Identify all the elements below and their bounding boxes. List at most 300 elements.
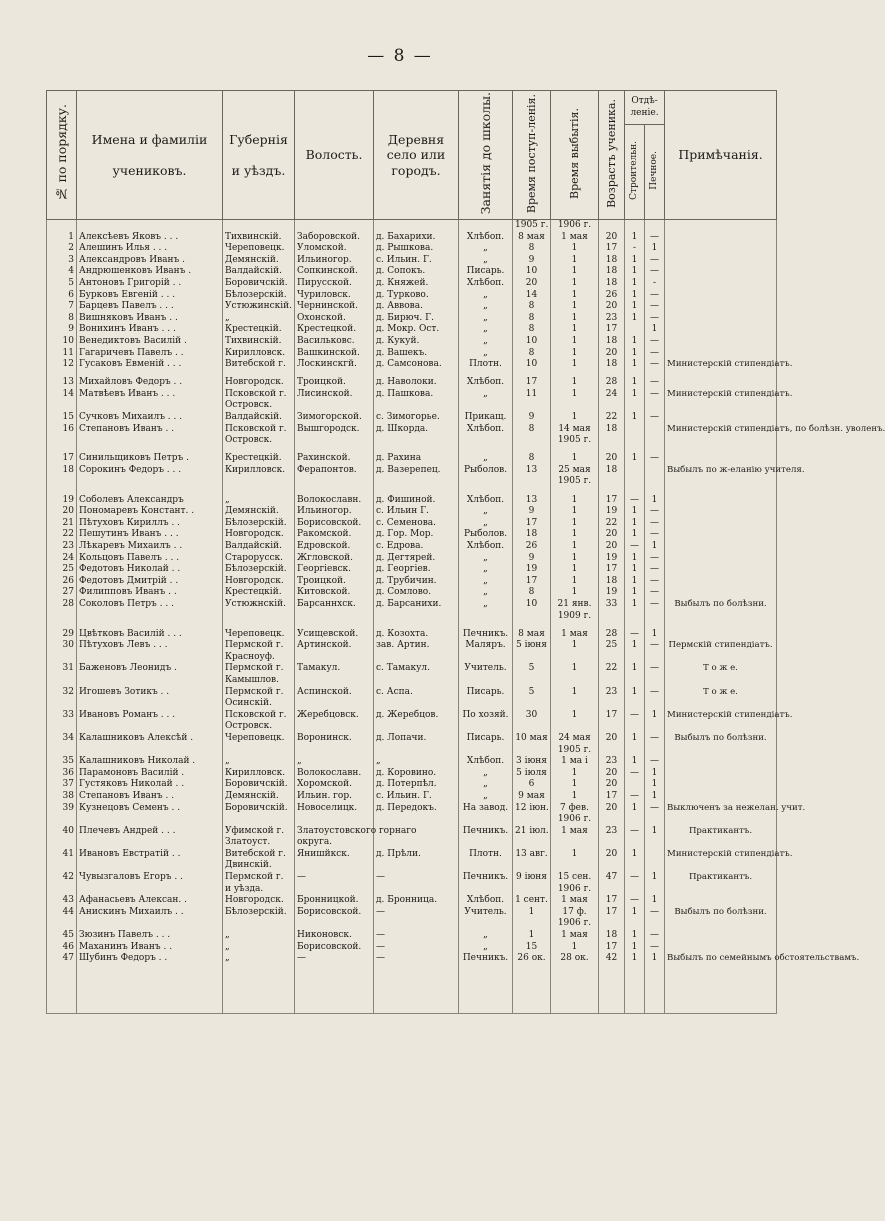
row-number-cell — [47, 675, 77, 687]
age-cell: 17 — [599, 324, 625, 336]
leave-date-cell: 1 мая — [551, 232, 599, 244]
entry-date-cell: 8 — [513, 243, 551, 255]
entry-date-cell: 8 — [513, 453, 551, 465]
leave-date-cell: 15 сен. — [551, 872, 599, 884]
student-name-cell — [77, 652, 223, 664]
gubernia-cell: Златоуст. — [223, 837, 295, 849]
leave-date-cell: 1 — [551, 336, 599, 348]
table-row — [47, 942, 777, 954]
village-cell — [374, 721, 459, 733]
table-row — [47, 611, 777, 623]
dept-stove-cell: — — [645, 313, 665, 325]
gubernia-cell: „ — [223, 495, 295, 507]
volost-cell — [295, 698, 374, 710]
volost-cell: „ — [295, 756, 374, 768]
gubernia-cell: Крестецкiй. — [223, 587, 295, 599]
age-cell: 18 — [599, 930, 625, 942]
dept-building-cell: 1 — [625, 389, 645, 401]
header-department: Отдѣ-ленiе. — [625, 91, 665, 125]
student-name-cell: Синильщиковъ Петръ . — [77, 453, 223, 465]
row-number-cell: 14 — [47, 389, 77, 401]
dept-stove-cell: 1 — [645, 768, 665, 780]
table-header — [47, 91, 777, 220]
gubernia-cell: Бѣлозерскiй. — [223, 907, 295, 919]
dept-stove-cell — [645, 814, 665, 826]
occupation-cell: „ — [459, 779, 513, 791]
dept-stove-cell: 1 — [645, 243, 665, 255]
note-cell — [665, 518, 777, 530]
table-row — [47, 733, 777, 745]
dept-stove-cell: — — [645, 942, 665, 954]
entry-date-cell: 8 — [513, 424, 551, 436]
leave-date-cell: 17 ф. — [551, 907, 599, 919]
dept-stove-cell: — — [645, 232, 665, 244]
student-name-cell — [77, 675, 223, 687]
leave-date-cell: 1905 г. — [551, 435, 599, 447]
occupation-cell — [459, 721, 513, 733]
dept-stove-cell: — — [645, 687, 665, 699]
row-number-cell — [47, 884, 77, 896]
volost-cell: Ферапонтов. — [295, 465, 374, 477]
gubernia-cell: Островск. — [223, 400, 295, 412]
gubernia-cell: Красноуф. — [223, 652, 295, 664]
dept-building-cell — [625, 814, 645, 826]
gubernia-cell — [223, 611, 295, 623]
occupation-cell — [459, 745, 513, 757]
occupation-cell: Печникъ. — [459, 629, 513, 641]
note-cell — [665, 412, 777, 424]
dept-building-cell — [625, 400, 645, 412]
table-row — [47, 435, 777, 447]
village-cell — [374, 611, 459, 623]
village-cell — [374, 698, 459, 710]
row-number-cell — [47, 860, 77, 872]
student-name-cell: Цвѣтковъ Василiй . . . — [77, 629, 223, 641]
village-cell: — — [374, 942, 459, 954]
student-name-cell: Антоновъ Григорiй . . — [77, 278, 223, 290]
student-name-cell: Ивановъ Евстратiй . . — [77, 849, 223, 861]
age-cell: 22 — [599, 412, 625, 424]
volost-cell: — — [295, 872, 374, 884]
dept-building-cell — [625, 721, 645, 733]
dept-stove-cell — [645, 721, 665, 733]
dept-building-cell — [625, 435, 645, 447]
row-number-cell: 18 — [47, 465, 77, 477]
note-cell: Выбылъ по болѣзни. — [665, 599, 777, 611]
village-cell: с. Едрова. — [374, 541, 459, 553]
leave-date-cell — [551, 837, 599, 849]
volost-cell: Лоскинскгй. — [295, 359, 374, 371]
note-cell — [665, 652, 777, 664]
gubernia-cell: Боровичскiй. — [223, 278, 295, 290]
volost-cell: Васильковс. — [295, 336, 374, 348]
volost-cell: Воронинск. — [295, 733, 374, 745]
volost-cell: Аспинской. — [295, 687, 374, 699]
age-cell: 17 — [599, 564, 625, 576]
entry-date-cell: 1 — [513, 907, 551, 919]
occupation-cell — [459, 400, 513, 412]
row-number-cell: 5 — [47, 278, 77, 290]
entry-date-cell: 10 — [513, 336, 551, 348]
dept-stove-cell: — — [645, 389, 665, 401]
dept-stove-cell: — — [645, 529, 665, 541]
age-cell: 17 — [599, 243, 625, 255]
gubernia-cell: Бѣлозерскiй. — [223, 518, 295, 530]
dept-stove-cell — [645, 465, 665, 477]
occupation-cell: Маляръ. — [459, 640, 513, 652]
gubernia-cell: Псковской г. — [223, 424, 295, 436]
entry-date-cell: 5 iюля — [513, 768, 551, 780]
dept-stove-cell: — — [645, 506, 665, 518]
table-row — [47, 826, 777, 838]
age-cell — [599, 721, 625, 733]
gubernia-cell — [223, 918, 295, 930]
dept-stove-cell: 1 — [645, 895, 665, 907]
student-name-cell: Парамоновъ Василiй . — [77, 768, 223, 780]
entry-date-cell: 19 — [513, 564, 551, 576]
occupation-cell: Писарь. — [459, 733, 513, 745]
dept-stove-cell: — — [645, 290, 665, 302]
student-name-cell — [77, 884, 223, 896]
age-cell: 17 — [599, 907, 625, 919]
dept-stove-cell — [645, 745, 665, 757]
village-cell: д. Потерпѣл. — [374, 779, 459, 791]
table-row — [47, 313, 777, 325]
dept-stove-cell: — — [645, 587, 665, 599]
table-row — [47, 518, 777, 530]
occupation-cell: „ — [459, 313, 513, 325]
dept-building-cell: 1 — [625, 359, 645, 371]
table-row — [47, 710, 777, 722]
note-cell — [665, 768, 777, 780]
student-name-cell: Сучковъ Михаилъ . . . — [77, 412, 223, 424]
dept-building-cell: 1 — [625, 313, 645, 325]
dept-building-cell — [625, 698, 645, 710]
dept-building-cell: 1 — [625, 336, 645, 348]
occupation-cell: „ — [459, 290, 513, 302]
table-row — [47, 495, 777, 507]
dept-building-cell: 1 — [625, 377, 645, 389]
volost-cell: Китовской. — [295, 587, 374, 599]
header-dept-stove: Печное. — [645, 125, 665, 220]
note-cell: Министерскiй стипендiатъ. — [665, 710, 777, 722]
entry-date-cell: 13 — [513, 465, 551, 477]
occupation-cell: „ — [459, 930, 513, 942]
student-name-cell: Гусаковъ Евменiй . . . — [77, 359, 223, 371]
row-number-cell: 41 — [47, 849, 77, 861]
row-number-cell: 40 — [47, 826, 77, 838]
row-number-cell: 43 — [47, 895, 77, 907]
row-number-cell: 31 — [47, 663, 77, 675]
note-cell — [665, 495, 777, 507]
table-row — [47, 918, 777, 930]
volost-cell: Новоселицк. — [295, 803, 374, 815]
dept-building-cell: 1 — [625, 907, 645, 919]
age-cell: 23 — [599, 756, 625, 768]
entry-date-cell: 17 — [513, 518, 551, 530]
village-cell — [374, 400, 459, 412]
table-row — [47, 872, 777, 884]
row-number-cell — [47, 837, 77, 849]
dept-building-cell: 1 — [625, 687, 645, 699]
note-cell: Выбылъ по болѣзни. — [665, 907, 777, 919]
occupation-cell: „ — [459, 576, 513, 588]
village-cell: д. Вазерепец. — [374, 465, 459, 477]
table-row — [47, 652, 777, 664]
occupation-cell: „ — [459, 942, 513, 954]
leave-date-cell: 1 — [551, 495, 599, 507]
row-number-cell: 21 — [47, 518, 77, 530]
dept-building-cell — [625, 424, 645, 436]
village-cell: д. Бронница. — [374, 895, 459, 907]
entry-date-cell — [513, 814, 551, 826]
note-cell — [665, 884, 777, 896]
dept-building-cell: — — [625, 791, 645, 803]
occupation-cell: „ — [459, 301, 513, 313]
table-row — [47, 687, 777, 699]
dept-building-cell — [625, 745, 645, 757]
dept-stove-cell: — — [645, 599, 665, 611]
leave-date-cell: 1 — [551, 301, 599, 313]
age-cell: 23 — [599, 313, 625, 325]
note-cell: Практикантъ. — [665, 826, 777, 838]
age-cell: 20 — [599, 849, 625, 861]
age-cell: 23 — [599, 826, 625, 838]
student-name-cell: Зюзинъ Павелъ . . . — [77, 930, 223, 942]
table-row — [47, 359, 777, 371]
leave-date-cell: 1 — [551, 849, 599, 861]
dept-stove-cell: — — [645, 453, 665, 465]
volost-cell — [295, 435, 374, 447]
volost-cell — [295, 814, 374, 826]
student-name-cell: Лѣкаревъ Михаилъ . . — [77, 541, 223, 553]
gubernia-cell: Демянскiй. — [223, 506, 295, 518]
row-number-cell — [47, 721, 77, 733]
entry-date-cell — [513, 611, 551, 623]
entry-year: 1905 г. — [513, 220, 551, 232]
volost-cell: Крестецкой. — [295, 324, 374, 336]
note-cell — [665, 435, 777, 447]
table-body — [47, 220, 885, 1014]
leave-date-cell: 1 — [551, 564, 599, 576]
entry-date-cell: 1 сент. — [513, 895, 551, 907]
volost-cell — [295, 745, 374, 757]
leave-date-cell: 1906 г. — [551, 884, 599, 896]
occupation-cell — [459, 918, 513, 930]
table-row — [47, 814, 777, 826]
age-cell: 19 — [599, 553, 625, 565]
occupation-cell: Прикащ. — [459, 412, 513, 424]
dept-building-cell: 1 — [625, 301, 645, 313]
entry-date-cell: 1 — [513, 930, 551, 942]
leave-date-cell: 1 — [551, 266, 599, 278]
age-cell — [599, 698, 625, 710]
student-name-cell — [77, 814, 223, 826]
dept-stove-cell: 1 — [645, 953, 665, 1014]
student-name-cell: Алексѣевъ Яковъ . . . — [77, 232, 223, 244]
table-row — [47, 837, 777, 849]
table-row — [47, 243, 777, 255]
occupation-cell: „ — [459, 506, 513, 518]
student-name-cell: Гагаричевъ Павелъ . . — [77, 348, 223, 360]
volost-cell: Лисинской. — [295, 389, 374, 401]
student-name-cell — [77, 721, 223, 733]
volost-cell: Хоромской. — [295, 779, 374, 791]
table-row — [47, 884, 777, 896]
gubernia-cell: „ — [223, 313, 295, 325]
gubernia-cell: Валдайскiй. — [223, 412, 295, 424]
row-number-cell: 13 — [47, 377, 77, 389]
village-cell — [374, 814, 459, 826]
leave-date-cell: 1 — [551, 255, 599, 267]
village-cell: с. Ильин Г. — [374, 506, 459, 518]
age-cell: 20 — [599, 779, 625, 791]
dept-stove-cell — [645, 698, 665, 710]
entry-date-cell: 26 — [513, 541, 551, 553]
table-row — [47, 336, 777, 348]
leave-date-cell: 1 — [551, 243, 599, 255]
leave-date-cell: 1 — [551, 663, 599, 675]
leave-date-cell — [551, 652, 599, 664]
student-name-cell: Сорокинъ Федоръ . . . — [77, 465, 223, 477]
table-row — [47, 756, 777, 768]
entry-date-cell: 30 — [513, 710, 551, 722]
table-row — [47, 266, 777, 278]
age-cell — [599, 400, 625, 412]
gubernia-cell: Пермской г. — [223, 640, 295, 652]
leave-date-cell: 1909 г. — [551, 611, 599, 623]
row-number-cell: 27 — [47, 587, 77, 599]
village-cell — [374, 435, 459, 447]
dept-building-cell: 1 — [625, 599, 645, 611]
leave-date-cell: 1 — [551, 710, 599, 722]
village-cell: — — [374, 872, 459, 884]
leave-date-cell: 1 ма і — [551, 756, 599, 768]
row-number-cell: 9 — [47, 324, 77, 336]
village-cell: с. Зимогорье. — [374, 412, 459, 424]
occupation-cell: Хлѣбоп. — [459, 895, 513, 907]
gubernia-cell: Валдайскiй. — [223, 541, 295, 553]
entry-date-cell: 9 — [513, 506, 551, 518]
village-cell: д. Наволоки. — [374, 377, 459, 389]
age-cell: 23 — [599, 687, 625, 699]
occupation-cell — [459, 611, 513, 623]
occupation-cell: „ — [459, 389, 513, 401]
dept-stove-cell: — — [645, 930, 665, 942]
student-name-cell: Андрюшенковъ Иванъ . — [77, 266, 223, 278]
student-register-table — [46, 90, 885, 1014]
leave-date-cell: 1 — [551, 278, 599, 290]
dept-building-cell: 1 — [625, 412, 645, 424]
gubernia-cell: Псковской г. — [223, 710, 295, 722]
occupation-cell: „ — [459, 255, 513, 267]
dept-building-cell: 1 — [625, 930, 645, 942]
volost-cell: Вашкинской. — [295, 348, 374, 360]
table-row — [47, 553, 777, 565]
occupation-cell: „ — [459, 336, 513, 348]
note-cell — [665, 860, 777, 872]
dept-stove-cell: 1 — [645, 541, 665, 553]
dept-building-cell: 1 — [625, 756, 645, 768]
dept-stove-cell: — — [645, 518, 665, 530]
student-name-cell: Калашниковъ Алексѣй . — [77, 733, 223, 745]
volost-cell: Ильин. гор. — [295, 791, 374, 803]
row-number-cell: 11 — [47, 348, 77, 360]
table-row — [47, 424, 777, 436]
note-cell — [665, 791, 777, 803]
dept-building-cell: 1 — [625, 290, 645, 302]
age-cell: 24 — [599, 389, 625, 401]
entry-date-cell: 10 — [513, 599, 551, 611]
student-name-cell: Пономаревъ Констант. . — [77, 506, 223, 518]
gubernia-cell — [223, 476, 295, 488]
village-cell: д. Рышкова. — [374, 243, 459, 255]
dept-stove-cell — [645, 476, 665, 488]
volost-cell — [295, 652, 374, 664]
village-cell: с. Семенова. — [374, 518, 459, 530]
table-row — [47, 324, 777, 336]
row-number-cell: 3 — [47, 255, 77, 267]
volost-cell: Рахинской. — [295, 453, 374, 465]
table-row — [47, 930, 777, 942]
occupation-cell: На завод. — [459, 803, 513, 815]
dept-building-cell: 1 — [625, 576, 645, 588]
entry-date-cell: 13 авг. — [513, 849, 551, 861]
leave-date-cell: 1905 г. — [551, 745, 599, 757]
gubernia-cell: Череповецк. — [223, 629, 295, 641]
village-cell: д. Гор. Мор. — [374, 529, 459, 541]
leave-date-cell: 1905 г. — [551, 476, 599, 488]
village-cell: д. Передокъ. — [374, 803, 459, 815]
dept-stove-cell: 1 — [645, 495, 665, 507]
entry-date-cell: 8 — [513, 324, 551, 336]
village-cell: д. Пашкова. — [374, 389, 459, 401]
table-row — [47, 255, 777, 267]
note-cell — [665, 564, 777, 576]
leave-date-cell: 1 — [551, 541, 599, 553]
note-cell — [665, 629, 777, 641]
header-occupation: Занятiя до школы. — [459, 91, 513, 220]
note-cell — [665, 243, 777, 255]
note-cell — [665, 377, 777, 389]
occupation-cell: „ — [459, 791, 513, 803]
entry-date-cell: 14 — [513, 290, 551, 302]
occupation-cell: Плотн. — [459, 849, 513, 861]
dept-building-cell — [625, 476, 645, 488]
entry-date-cell: 8 — [513, 313, 551, 325]
entry-date-cell: 10 — [513, 266, 551, 278]
table-row — [47, 629, 777, 641]
dept-building-cell: 1 — [625, 587, 645, 599]
row-number-cell: 46 — [47, 942, 77, 954]
student-name-cell: Игошевъ Зотикъ . . — [77, 687, 223, 699]
note-cell: Выключенъ за нежелан. учит. — [665, 803, 777, 815]
leave-year: 1906 г. — [551, 220, 599, 232]
row-number-cell: 36 — [47, 768, 77, 780]
leave-date-cell: 1 — [551, 389, 599, 401]
gubernia-cell: Кирилловск. — [223, 465, 295, 477]
dept-building-cell: 1 — [625, 564, 645, 576]
table-row — [47, 576, 777, 588]
gubernia-cell: Новгородск. — [223, 895, 295, 907]
dept-stove-cell — [645, 860, 665, 872]
occupation-cell: „ — [459, 599, 513, 611]
leave-date-cell: 1 мая — [551, 629, 599, 641]
dept-building-cell — [625, 675, 645, 687]
gubernia-cell: Тихвинскiй. — [223, 336, 295, 348]
note-cell — [665, 553, 777, 565]
village-cell: зав. Артин. — [374, 640, 459, 652]
